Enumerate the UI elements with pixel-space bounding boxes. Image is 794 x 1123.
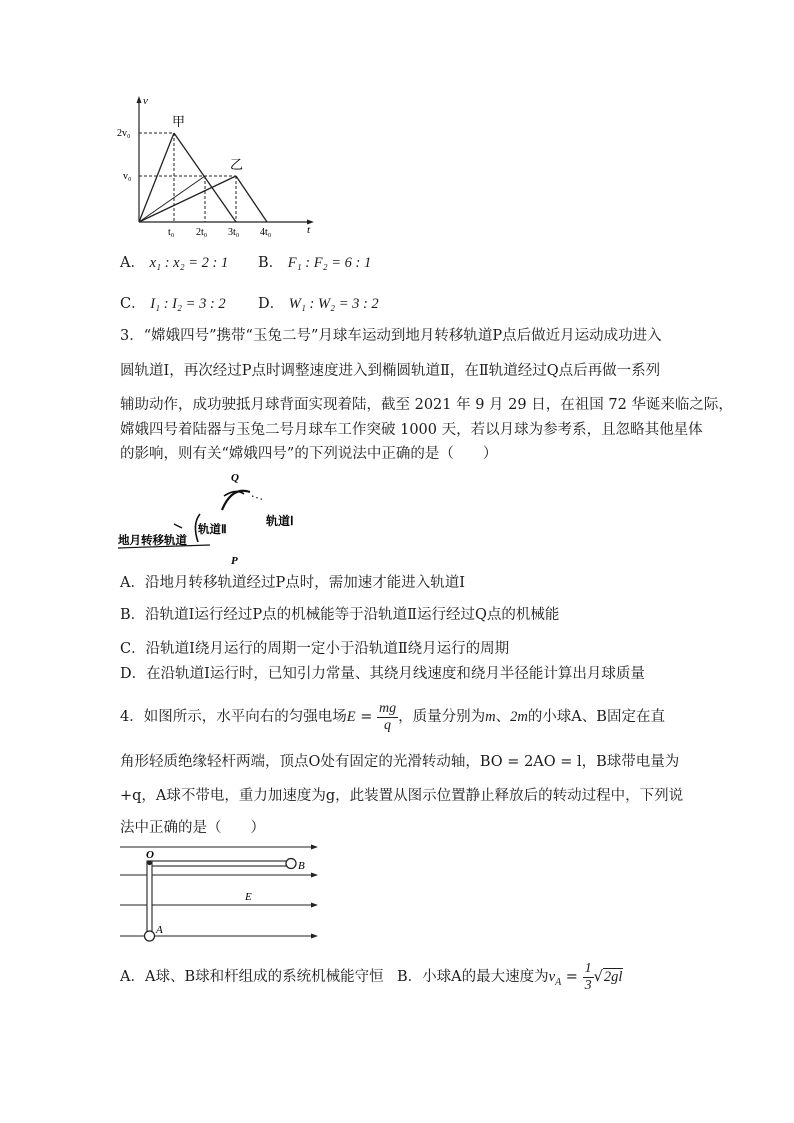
line-jia-up bbox=[139, 133, 174, 222]
axis-t-label: t bbox=[307, 224, 311, 236]
q2-option-d-formula: W₁ : W₂ = 3 : 2 bbox=[288, 296, 379, 312]
fig4-b-label: B bbox=[298, 860, 305, 872]
tick-v0: v₀ bbox=[123, 171, 132, 182]
q4-option-b: B．小球A的最大速度为$v_A$ = $\frac{1}{3}$ √2gl bbox=[397, 960, 623, 993]
v-axis-arrow bbox=[137, 96, 142, 103]
tick-4t0: 4t₀ bbox=[260, 227, 272, 238]
orbit-arc-q bbox=[222, 491, 250, 510]
q3-option-a: A．沿地月转移轨道经过P点时，需加速才能进入轨道Ⅰ bbox=[120, 575, 465, 591]
fig3-q-label: Q bbox=[231, 472, 239, 484]
tick-2t0: 2t₀ bbox=[196, 227, 208, 238]
ball-b bbox=[286, 859, 296, 869]
q3-line-5: 的影响，则有关“嫦娥四号”的下列说法中正确的是（ ） bbox=[120, 446, 498, 462]
axis-v-label: v bbox=[143, 95, 148, 107]
q4-line-1: 4．如图所示，水平向右的匀强电场E = $\frac{mg}{q}$ ，质量分别为m、2m的小球A、B固定在直 bbox=[120, 700, 665, 733]
sqrt-sign: √ bbox=[593, 969, 603, 985]
line-dotted-extra bbox=[139, 176, 205, 222]
label-yi: 乙 bbox=[230, 157, 244, 172]
q4-line-4: 法中正确的是（ ） bbox=[120, 820, 265, 836]
orbit-tick bbox=[174, 524, 182, 528]
tick-2v0: 2v₀ bbox=[117, 128, 131, 139]
q3-option-d: D．在沿轨道Ⅰ运行时，已知引力常量、其绕月线速度和绕月半径能计算出月球质量 bbox=[120, 666, 645, 682]
q2-option-b-formula: F₁ : F₂ = 6 : 1 bbox=[287, 255, 372, 271]
line-yi-down bbox=[236, 176, 267, 222]
q2-option-a-formula: x₁ : x₂ = 2 : 1 bbox=[149, 255, 229, 271]
q3-option-b: B．沿轨道Ⅰ运行经过P点的机械能等于沿轨道Ⅱ运行经过Q点的机械能 bbox=[120, 607, 560, 623]
q2-option-b: B． F₁ : F₂ = 6 : 1 bbox=[258, 255, 372, 271]
label-jia: 甲 bbox=[172, 114, 186, 129]
q4-option-a: A．A球、B球和杆组成的系统机械能守恒 bbox=[120, 969, 384, 985]
rod-vertical bbox=[147, 861, 152, 933]
q2-option-c: C． I₁ : I₂ = 3 : 2 bbox=[120, 296, 226, 312]
orbit-diagram bbox=[114, 466, 314, 566]
q4-field-fraction: $\frac{mg}{q}$ bbox=[378, 700, 397, 733]
q3-line-2: 圆轨道Ⅰ，再次经过P点时调整速度进入到椭圆轨道Ⅱ，在Ⅱ轨道经过Q点后再做一系列 bbox=[120, 363, 661, 379]
q3-line-3: 辅助动作，成功驶抵月球背面实现着陆，截至 2021 年 9 月 29 日，在祖国 72 华诞来临之际， bbox=[120, 397, 733, 413]
tick-3t0: 3t₀ bbox=[228, 227, 240, 238]
orbit-dots bbox=[252, 496, 264, 500]
q4-speed-fraction: $\frac{1}{3}$ bbox=[584, 960, 592, 993]
q4-line-3: +q，A球不带电，重力加速度为g，此装置从图示位置静止释放后的转动过程中，下列说 bbox=[120, 788, 684, 804]
line-yi-up bbox=[139, 176, 236, 222]
tick-t0: t₀ bbox=[168, 227, 175, 238]
q2-option-d: D． W₁ : W₂ = 3 : 2 bbox=[258, 296, 379, 312]
velocity-time-graph bbox=[112, 92, 322, 242]
q4-line-2: 角形轻质绝缘轻杆两端，顶点O处有固定的光滑转动轴，BO = 2AO = l，B球带电量为 bbox=[120, 754, 680, 770]
q2-option-a: A． x₁ : x₂ = 2 : 1 bbox=[120, 255, 229, 271]
fig3-orbit2-label: 轨道Ⅱ bbox=[198, 524, 227, 536]
rod-field-diagram bbox=[118, 838, 328, 948]
pivot-o bbox=[147, 861, 151, 865]
q2-option-c-formula: I₁ : I₂ = 3 : 2 bbox=[150, 296, 226, 312]
ball-a bbox=[145, 931, 155, 941]
fig4-o-label: O bbox=[146, 849, 154, 861]
rod-horizontal bbox=[149, 861, 287, 866]
fig3-p-label: P bbox=[231, 555, 238, 566]
fig4-a-label: A bbox=[156, 924, 163, 936]
fig3-orbit1-label: 轨道Ⅰ bbox=[266, 514, 294, 528]
q3-line-4: 嫦娥四号着陆器与玉兔二号月球车工作突破 1000 天，若以月球为参考系，且忽略其他星体 bbox=[120, 422, 703, 438]
fig3-transfer-label: 地月转移轨道 bbox=[118, 535, 187, 547]
q3-line-1: 3．“嫦娥四号”携带“玉兔二号”月球车运动到地月转移轨道P点后做近月运动成功进入 bbox=[120, 328, 662, 344]
fig4-e-label: E bbox=[245, 891, 252, 903]
q3-option-c: C．沿轨道Ⅰ绕月运行的周期一定小于沿轨道Ⅱ绕月运行的周期 bbox=[120, 641, 510, 657]
